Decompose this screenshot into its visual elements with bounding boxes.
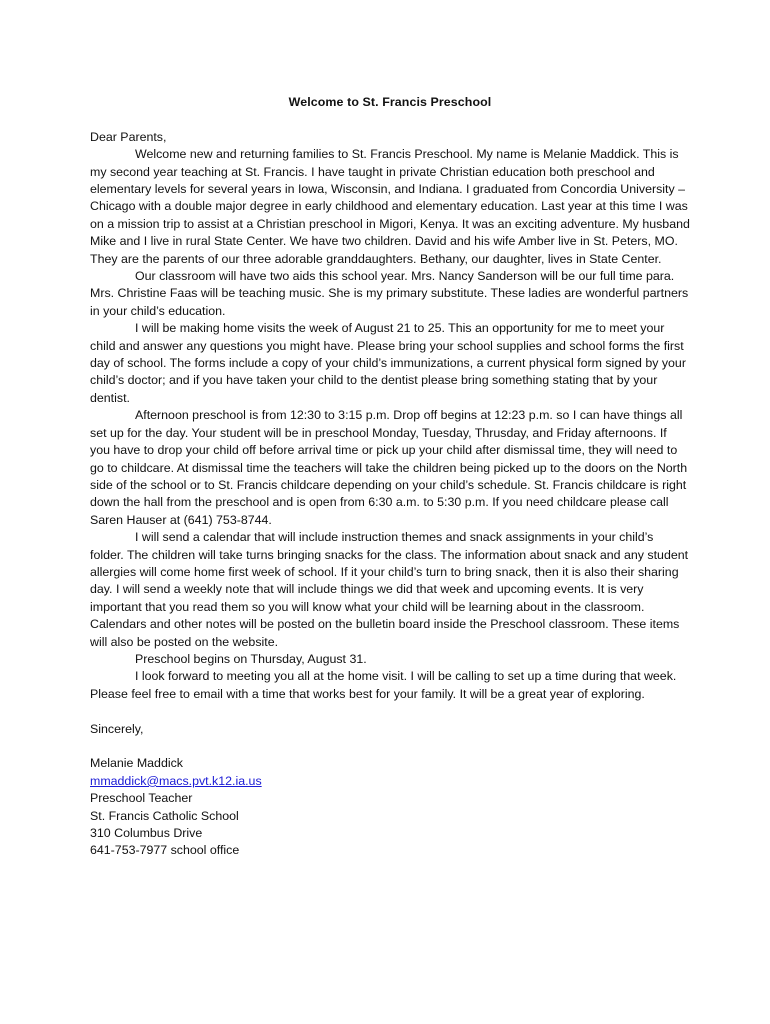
paragraph-home-visits: I will be making home visits the week of August 21 to 25. This an opportunity for me to meet your child and answer any questions you might have. Please bring your school supplies and school forms the first day of school. The forms include a copy of your child’s immunizations, a current physical form signed by your child’s doctor; and if you have taken your child to the dentist please bring something stating that by your dentist. (90, 321, 686, 405)
spacer (90, 703, 690, 720)
paragraph-calendar-snacks: I will send a calendar that will include instruction themes and snack assignments in your child’s folder. The children will take turns bringing snacks for the class. The information about snack and any student allergies will come home first week of school. If it your child’s turn to bring snack, then it is also their sharing day. I will send a weekly note that will include things we did that week and upcoming events. It is very important that you read them so you will know what your child will be learning about in the classroom. Calendars and other notes will be posted on the bulletin board inside the Preschool classroom. These items will also be posted on the website. (90, 530, 689, 649)
paragraph-start-date: Preschool begins on Thursday, August 31. (135, 651, 367, 666)
signature-name: Melanie Maddick (90, 756, 183, 771)
closing: Sincerely, (90, 721, 144, 736)
paragraph-classroom-aids: Our classroom will have two aids this school year. Mrs. Nancy Sanderson will be our full time para. Mrs. Christine Faas will be teaching music. She is my primary substitute. These ladies are wonderful partners in your child’s education. (90, 269, 689, 318)
paragraph-closing-remarks: I look forward to meeting you all at the home visit. I will be calling to set up a time during that week. Please feel free to email with a time that works best for your family. It will be a great year of exploring. (90, 669, 677, 701)
letter-title: Welcome to St. Francis Preschool (288, 95, 492, 109)
signature-role: Preschool Teacher (90, 791, 193, 806)
signature-address: 310 Columbus Drive (90, 826, 203, 841)
letter-page (90, 94, 690, 860)
spacer (90, 738, 690, 755)
signature-phone: 641-753-7977 school office (90, 843, 240, 858)
email-link[interactable]: mmaddick@macs.pvt.k12.ia.us (90, 773, 262, 788)
paragraph-schedule: Afternoon preschool is from 12:30 to 3:15 p.m. Drop off begins at 12:23 p.m. so I can have things all set up for the day. Your student will be in preschool Monday, Tuesday, Thrusday, and Friday afternoons. If you have to drop your child off before arrival time or pick up your child after dismissal time, they will need to go to childcare. At dismissal time the teachers will take the children being picked up to the doors on the North side of the school or to St. Francis childcare depending on your child’s schedule. St. Francis childcare is right down the hall from the preschool and is open from 6:30 a.m. to 5:30 p.m. If you need childcare please call Saren Hauser at (641) 753-8744. (90, 408, 688, 527)
signature-school: St. Francis Catholic School (90, 808, 239, 823)
signature-email-line (90, 773, 690, 790)
salutation: Dear Parents, (90, 129, 167, 144)
paragraph-intro: Welcome new and returning families to St. Francis Preschool. My name is Melanie Maddick. This is my second year teaching at St. Francis. I have taught in private Christian education both preschool and elementary levels for several years in Iowa, Wisconsin, and Indiana. I graduated from Concordia University – Chicago with a double major degree in early childhood and elementary education. Last year at this time I was on a mission trip to assist at a Christian preschool in Migori, Kenya. It was an exciting adventure. My husband Mike and I live in rural State Center. We have two children. David and his wife Amber live in St. Peters, MO. They are the parents of our three adorable granddaughters. Bethany, our daughter, lives in State Center. (90, 147, 690, 266)
